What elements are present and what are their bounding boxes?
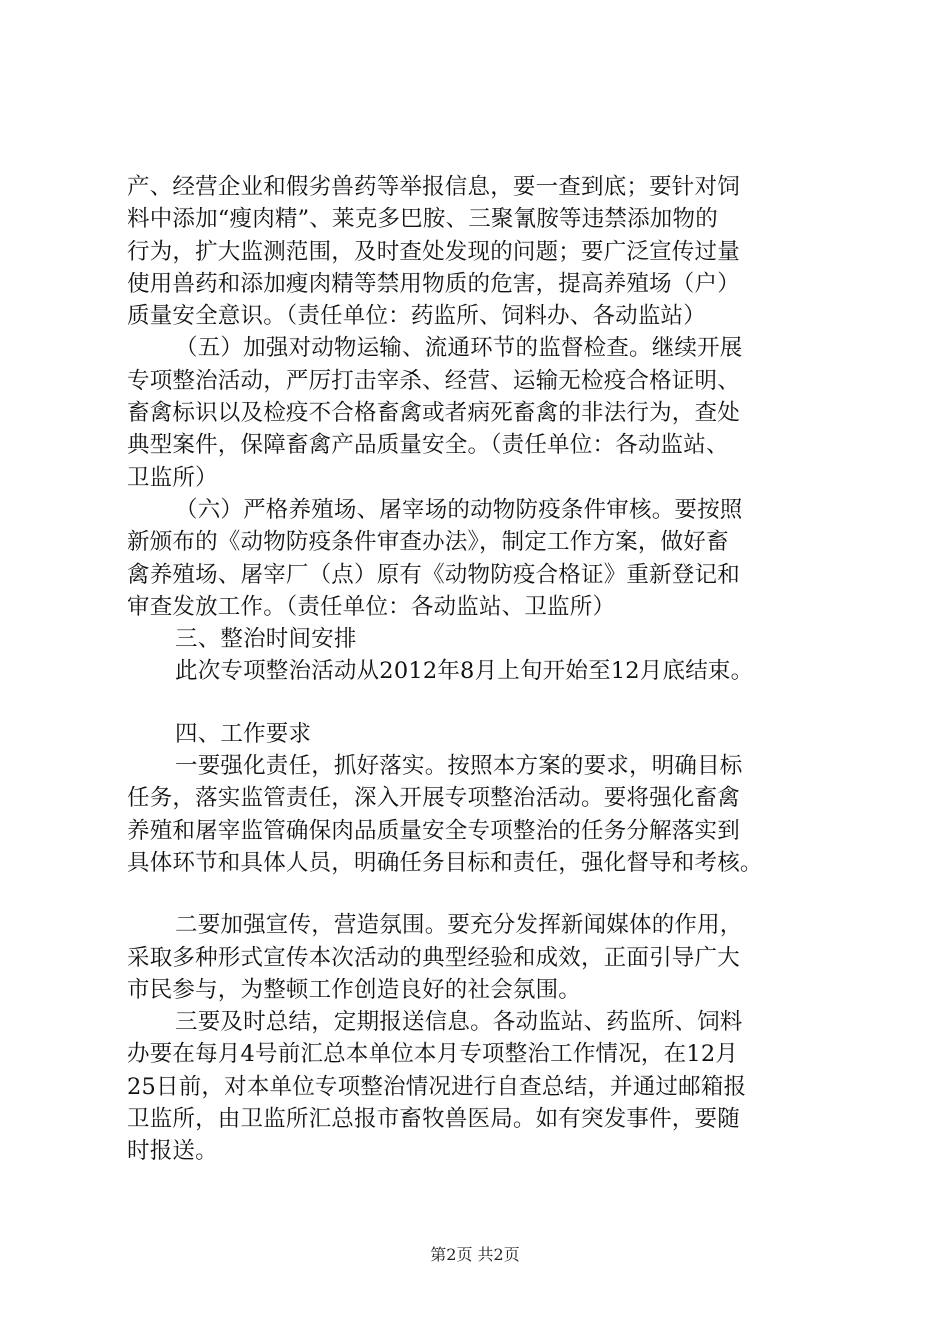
text-line: 畜禽标识以及检疫不合格畜禽或者病死畜禽的非法行为，查处 (127, 400, 740, 427)
text-line: 使用兽药和添加瘦肉精等禁用物质的危害，提高养殖场（户） (127, 270, 740, 297)
text-line: 料中添加“瘦肉精”、莱克多巴胺、三聚氰胺等违禁添加物的 (127, 206, 718, 233)
text-line: 养殖和屠宰监管确保肉品质量安全专项整治的任务分解落实到 (127, 817, 740, 844)
text-line: 三要及时总结，定期报送信息。各动监站、药监所、饲料 (175, 1009, 743, 1036)
section-heading-requirements: 四、工作要求 (175, 720, 312, 747)
text-line: 任务，落实监管责任，深入开展专项整治活动。要将强化畜禽 (127, 785, 740, 812)
text-line: 25日前，对本单位专项整治情况进行自查总结，并通过邮箱报 (127, 1073, 747, 1100)
text-line: 典型案件，保障畜禽产品质量安全。（责任单位：各动监站、 (127, 432, 729, 459)
page-number-footer: 第2页 共2页 (430, 1245, 520, 1264)
paragraph-item-six (127, 494, 839, 623)
text-line: （六）严格养殖场、屠宰场的动物防疫条件审核。要按照 (175, 496, 743, 523)
text-line: 专项整治活动，严厉打击宰杀、经营、运输无检疫合格证明、 (127, 367, 740, 394)
text-line: 办要在每月4号前汇总本单位本月专项整治工作情况，在12月 (127, 1041, 739, 1068)
text-line: 质量安全意识。（责任单位：药监所、饲料办、各动监站） (127, 303, 706, 330)
text-line: 卫监所） (127, 464, 218, 491)
text-line: 审查发放工作。（责任单位：各动监站、卫监所） (127, 593, 616, 620)
text-line: （五）加强对动物运输、流通环节的监督检查。继续开展 (175, 335, 743, 362)
text-line: 新颁布的《动物防疫条件审查办法》，制定工作方案，做好畜 (127, 529, 729, 556)
paragraph-item-five (127, 332, 839, 493)
section-heading-schedule: 三、整治时间安排 (175, 626, 357, 653)
text-line: 采取多种形式宣传本次活动的典型经验和成效，正面引导广大 (127, 944, 740, 971)
text-line: 禽养殖场、屠宰厂（点）原有《动物防疫合格证》重新登记和 (127, 561, 740, 588)
paragraph-schedule: 此次专项整治活动从2012年8月上旬开始至12月底结束。 (175, 658, 754, 685)
text-line: 具体环节和具体人员，明确任务目标和责任，强化督导和考核。 (127, 849, 763, 876)
text-line: 二要加强宣传，营造氛围。要充分发挥新闻媒体的作用， (175, 912, 743, 939)
text-line: 市民参与，为整顿工作创造良好的社会氛围。 (127, 976, 582, 1003)
text-line: 卫监所，由卫监所汇总报市畜牧兽医局。如有突发事件，要随 (127, 1106, 740, 1133)
text-line: 时报送。 (127, 1138, 218, 1165)
paragraph-requirement-one (127, 750, 839, 879)
document-body (127, 171, 839, 1168)
text-line: 产、经营企业和假劣兽药等举报信息，要一查到底；要针对饲 (127, 174, 740, 200)
text-line: 一要强化责任，抓好落实。按照本方案的要求，明确目标 (175, 753, 743, 780)
paragraph-requirement-three (127, 1006, 839, 1167)
text-line: 行为，扩大监测范围，及时查处发现的问题；要广泛宣传过量 (127, 238, 740, 265)
paragraph-requirement-two (127, 909, 839, 1006)
paragraph-veterinary-drug-feed (127, 171, 839, 332)
